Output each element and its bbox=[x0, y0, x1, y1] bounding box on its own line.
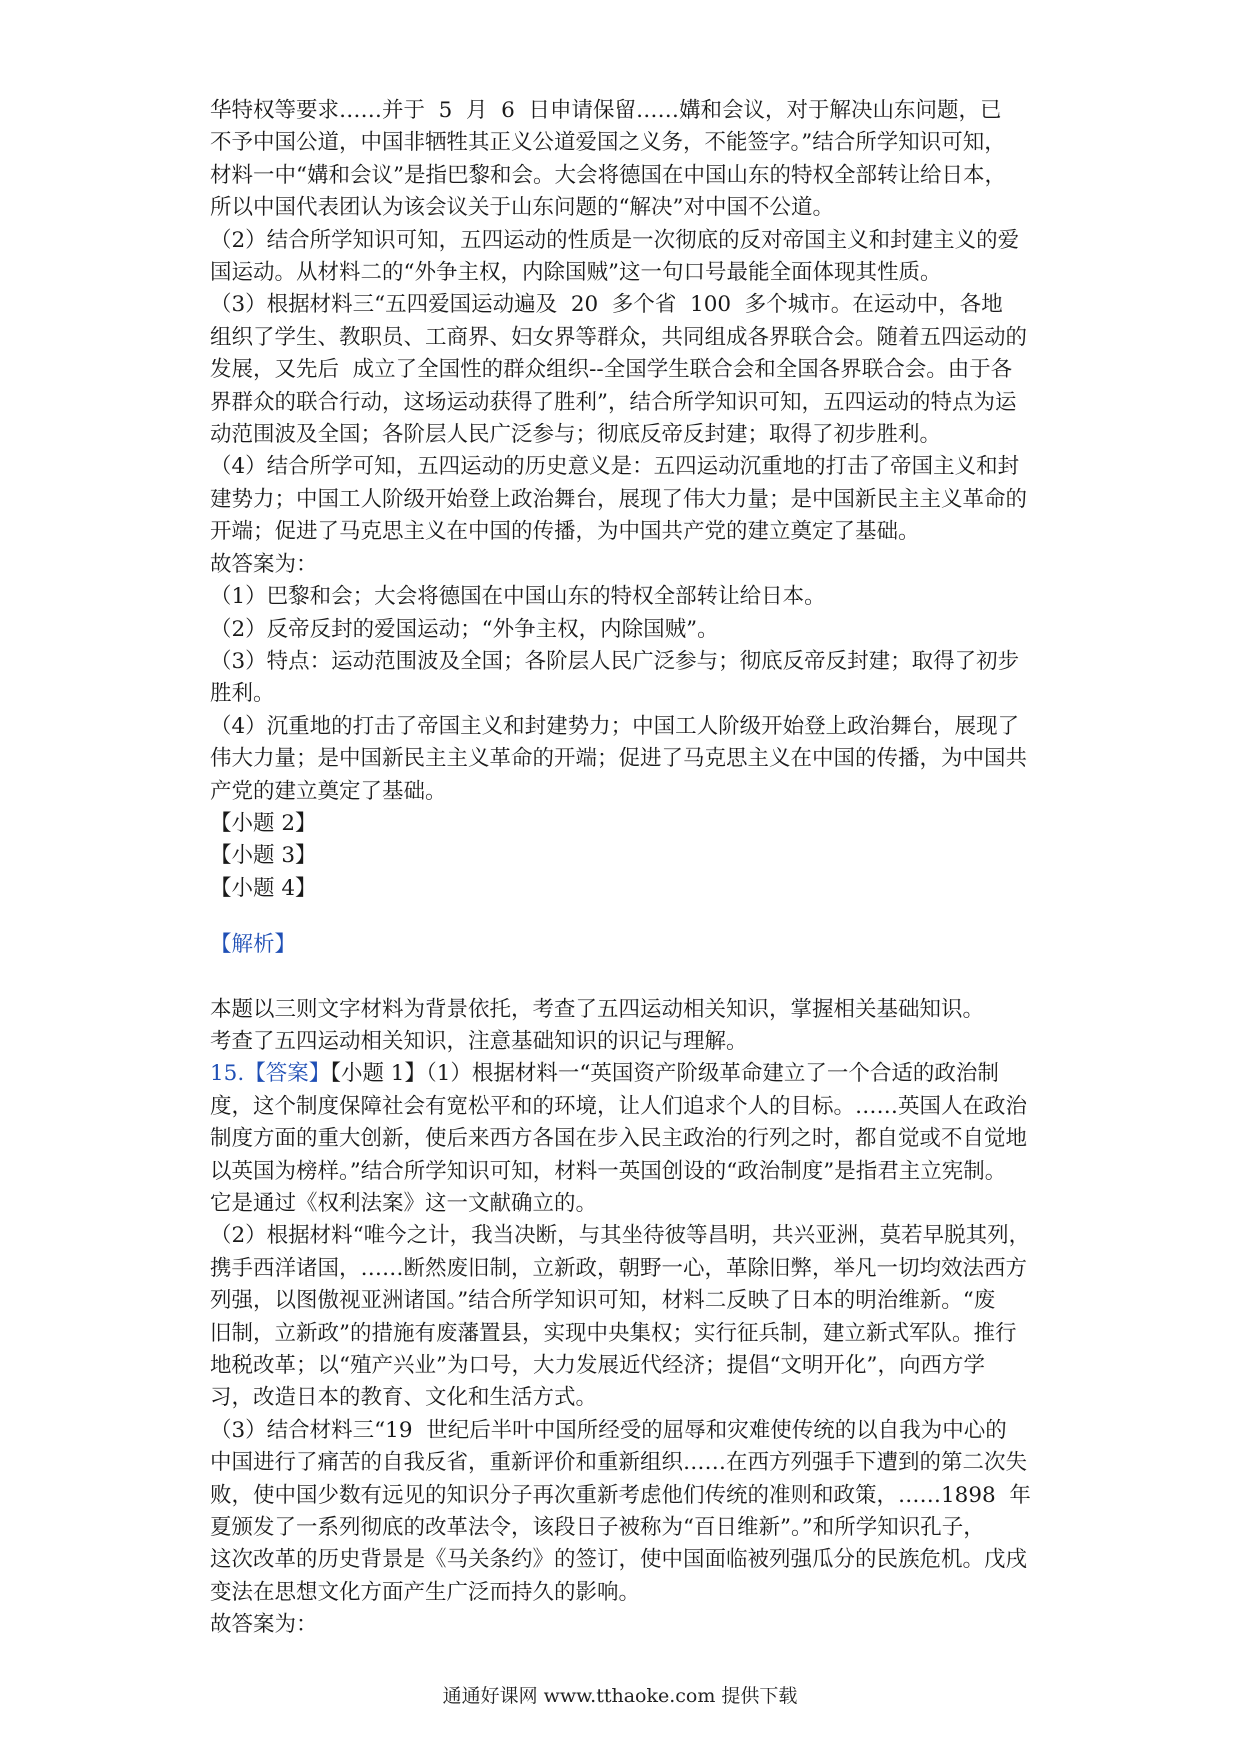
analysis-line: 本题以三则文字材料为背景依托，考查了五四运动相关知识，掌握相关基础知识。 bbox=[210, 996, 985, 1022]
analysis-section bbox=[210, 994, 1040, 1059]
text-line: 故答案为： bbox=[210, 1612, 318, 1638]
text-line: 不予中国公道，中国非牺牲其正义公道爱国之义务，不能签字。”结合所学知识可知， bbox=[210, 130, 1006, 156]
text-line: 旧制，立新政”的措施有废藩置县，实现中央集权；实行征兵制，建立新式军队。推行 bbox=[210, 1320, 1017, 1346]
text-line: 变法在思想文化方面产生广泛而持久的影响。 bbox=[210, 1579, 641, 1605]
text-line: 所以中国代表团认为该会议关于山东问题的“解决”对中国不公道。 bbox=[210, 195, 834, 221]
text-line: 【小题 4】 bbox=[210, 875, 317, 901]
text-line: 动范围波及全国；各阶层人民广泛参与；彻底反帝反封建；取得了初步胜利。 bbox=[210, 422, 942, 448]
text-line: 界群众的联合行动，这场运动获得了胜利”，结合所学知识可知，五四运动的特点为运 bbox=[210, 389, 1017, 415]
question-15-first-line bbox=[210, 1058, 1040, 1090]
question-15-first-line-text: 【小题 1】（1）根据材料一“英国资产阶级革命建立了一个合适的政治制 bbox=[330, 1061, 999, 1087]
page-footer: 通通好课网 www.tthaoke.com 提供下载 bbox=[442, 1685, 798, 1707]
text-line: 这次改革的历史背景是《马关条约》的签订，使中国面临被列强瓜分的民族危机。戊戌 bbox=[210, 1547, 1028, 1573]
text-line: 度，这个制度保障社会有宽松平和的环境，让人们追求个人的目标。……英国人在政治 bbox=[210, 1093, 1028, 1119]
text-line: 伟大力量；是中国新民主主义革命的开端；促进了马克思主义在中国的传播，为中国共 bbox=[210, 746, 1028, 772]
text-line: 故答案为： bbox=[210, 551, 318, 577]
text-line: （3）根据材料三“五四爱国运动遍及 20 多个省 100 多个城市。在运动中，各地 bbox=[210, 292, 1003, 318]
text-line: （2）反帝反封的爱国运动；“外争主权，内除国贼”。 bbox=[210, 616, 719, 642]
text-line: 材料一中“媾和会议”是指巴黎和会。大会将德国在中国山东的特权全部转让给日本， bbox=[210, 162, 1006, 188]
text-line: 产党的建立奠定了基础。 bbox=[210, 778, 447, 804]
text-line: （2）根据材料“唯今之计，我当决断，与其坐待彼等昌明，共兴亚洲，莫若早脱其列， bbox=[210, 1223, 1031, 1249]
answer-explanation-section bbox=[210, 95, 1040, 905]
question-number: 15. bbox=[210, 1061, 245, 1087]
text-line: 习，改造日本的教育、文化和生活方式。 bbox=[210, 1385, 598, 1411]
text-line: 它是通过《权利法案》这一文献确立的。 bbox=[210, 1191, 598, 1216]
text-line: （1）巴黎和会；大会将德国在中国山东的特权全部转让给日本。 bbox=[210, 584, 826, 610]
document-body bbox=[210, 95, 1040, 1642]
answer-label: 【答案】 bbox=[244, 1061, 331, 1087]
text-line: 地税改革；以“殖产兴业”为口号，大力发展近代经济；提倡“文明开化”，向西方学 bbox=[210, 1353, 985, 1379]
text-line: 建势力；中国工人阶级开始登上政治舞台，展现了伟大力量；是中国新民主主义革命的 bbox=[210, 486, 1028, 512]
text-line: 华特权等要求……并于 5 月 6 日申请保留……媾和会议，对于解决山东问题，已 bbox=[210, 98, 1002, 123]
text-line: 国运动。从材料二的“外争主权，内除国贼”这一句口号最能全面体现其性质。 bbox=[210, 260, 942, 286]
text-line: （4）结合所学可知，五四运动的历史意义是：五四运动沉重地的打击了帝国主义和封 bbox=[210, 454, 1020, 480]
text-line: （3）结合材料三“19 世纪后半叶中国所经受的屈辱和灾难使传统的以自我为中心的 bbox=[210, 1417, 1007, 1443]
text-line: 组织了学生、教职员、工商界、妇女界等群众，共同组成各界联合会。随着五四运动的 bbox=[210, 324, 1028, 350]
question-15-section bbox=[210, 1091, 1040, 1642]
text-line: 夏颁发了一系列彻底的改革法令，该段日子被称为“百日维新”。”和所学知识孔子， bbox=[210, 1515, 985, 1541]
analysis-line: 考查了五四运动相关知识，注意基础知识的识记与理解。 bbox=[210, 1028, 748, 1054]
text-line: 败，使中国少数有远见的知识分子再次重新考虑他们传统的准则和政策，……1898 年 bbox=[210, 1482, 1031, 1508]
text-line: 开端；促进了马克思主义在中国的传播，为中国共产党的建立奠定了基础。 bbox=[210, 519, 920, 545]
text-line: 制度方面的重大创新，使后来西方各国在步入民主政治的行列之时，都自觉或不自觉地 bbox=[210, 1126, 1028, 1152]
text-line: 以英国为榜样。”结合所学知识可知，材料一英国创设的“政治制度”是指君主立宪制。 bbox=[210, 1158, 1007, 1184]
text-line: 列强，以图傲视亚洲诸国。”结合所学知识可知，材料二反映了日本的明治维新。“废 bbox=[210, 1288, 996, 1314]
text-line: 携手西洋诸国，……断然废旧制，立新政，朝野一心，革除旧弊，举凡一切均效法西方 bbox=[210, 1255, 1028, 1281]
text-line: 【小题 2】 bbox=[210, 810, 317, 836]
text-line: 中国进行了痛苦的自我反省，重新评价和重新组织……在西方列强手下遭到的第二次失 bbox=[210, 1450, 1028, 1476]
text-line: （4）沉重地的打击了帝国主义和封建势力；中国工人阶级开始登上政治舞台，展现了 bbox=[210, 713, 1020, 739]
text-line: 【小题 3】 bbox=[210, 843, 317, 869]
analysis-heading: 【解析】 bbox=[210, 932, 297, 958]
text-line: （2）结合所学知识可知，五四运动的性质是一次彻底的反对帝国主义和封建主义的爱 bbox=[210, 227, 1020, 253]
text-line: 发展，又先后 成立了全国性的群众组织--全国学生联合会和全国各界联合会。由于各 bbox=[210, 357, 1013, 383]
text-line: （3）特点：运动范围波及全国；各阶层人民广泛参与；彻底反帝反封建；取得了初步 bbox=[210, 648, 1020, 674]
text-line: 胜利。 bbox=[210, 681, 275, 707]
